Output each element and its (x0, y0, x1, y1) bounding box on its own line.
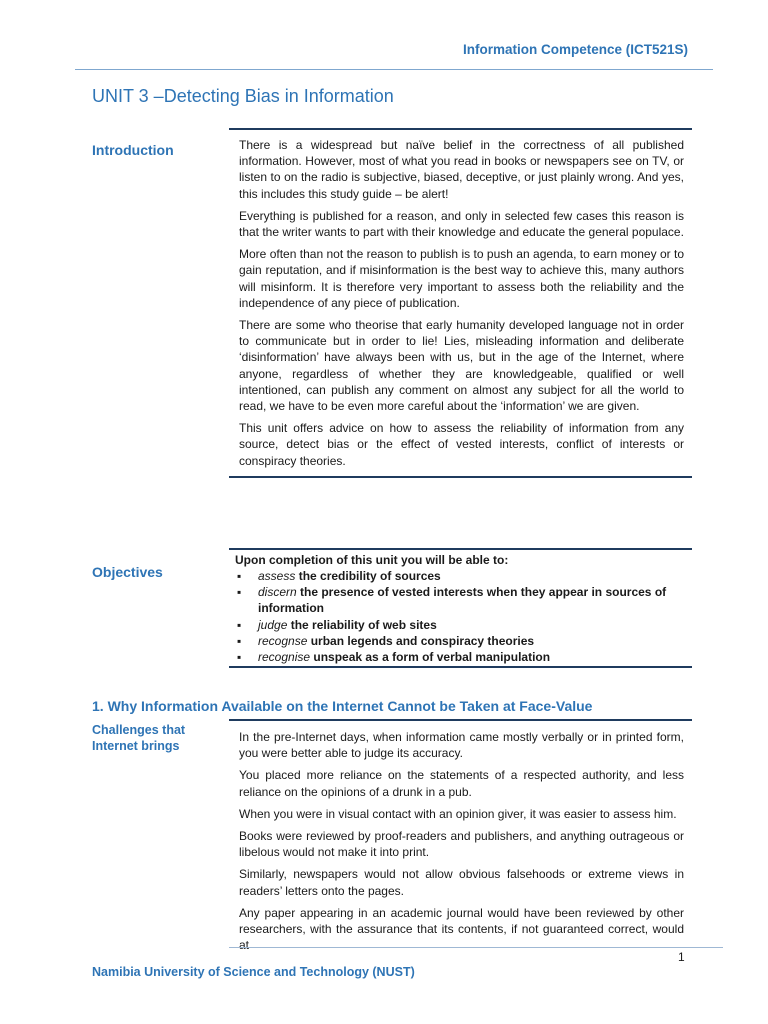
objective-text: the credibility of sources (295, 569, 441, 583)
unit-title: UNIT 3 –Detecting Bias in Information (92, 86, 394, 106)
objectives-label: Objectives (92, 564, 163, 580)
introduction-block (229, 128, 692, 478)
introduction-paragraph: Everything is published for a reason, and only in selected few cases this reason is that the writer wants to part with their knowledge and educate the general populace. (239, 208, 684, 240)
objective-verb: recognise (258, 650, 311, 665)
objective-verb: assess (258, 569, 296, 583)
objective-item (235, 633, 686, 649)
introduction-paragraph: There is a widespread but naïve belief in the correctness of all published information. However, most of what you read in books or newspapers see on TV, or listen to on the radio is subjective, biased, deceptive, or just plainly wrong. And yes, this includes this study guide – be alert! (239, 138, 684, 201)
objective-text: the presence of vested interests when they appear in sources of information (258, 585, 667, 616)
section-1-paragraph: Similarly, newspapers would not allow obvious falsehoods or extreme views in readers’ letters onto the pages. (239, 867, 684, 898)
header-rule (75, 69, 713, 70)
objective-verb: judge (258, 617, 288, 632)
section-1-paragraph: When you were in visual contact with an opinion giver, it was easier to assess him. (239, 806, 677, 821)
section-1-block (229, 719, 692, 953)
objective-item (235, 649, 686, 665)
objective-verb: discern (258, 585, 297, 600)
bullet-icon: ▪ (237, 617, 242, 632)
section-1-paragraph: Any paper appearing in an academic journal would have been reviewed by other researchers, with the assurance that its contents, if not guaranteed correct, would at (239, 905, 684, 953)
objective-text: unspeak as a form of verbal manipulation (310, 650, 551, 665)
section-1-paragraph: You placed more reliance on the statements of a respected authority, and less reliance on the opinions of a drunk in a pub. (239, 768, 684, 799)
objective-verb: recognse (258, 633, 308, 648)
objective-text: the reliability of web sites (287, 617, 437, 632)
section-1-paragraph: In the pre-Internet days, when information came mostly verbally or in printed form, you were better able to judge its accuracy. (239, 730, 684, 761)
footer-rule (229, 947, 723, 948)
introduction-paragraph: More often than not the reason to publish is to push an agenda, to earn money or to gain reputation, and if misinformation is the best way to achieve this, many authors will misinform. It is therefore very important to assess both the reliability and the independence of any piece of publication. (239, 247, 684, 310)
objectives-lead: Upon completion of this unit you will be able to: (235, 553, 509, 567)
section-1-label-line: Internet brings (92, 739, 180, 753)
page-header-title: Information Competence (ICT521S) (462, 42, 688, 57)
page-number: 1 (678, 950, 685, 964)
section-1-label (92, 722, 185, 754)
section-1-label-line: Challenges that (92, 723, 186, 737)
objective-item (235, 617, 686, 633)
footer-institution: Namibia University of Science and Technology (NUST) (92, 965, 415, 979)
introduction-label: Introduction (92, 142, 174, 158)
objectives-block (229, 548, 692, 668)
section-1-heading: 1. Why Information Available on the Internet Cannot be Taken at Face-Value (92, 698, 593, 714)
bullet-icon: ▪ (237, 633, 242, 648)
section-1-paragraph: Books were reviewed by proof-readers and publishers, and anything outrageous or libelous would not make it into print. (239, 829, 684, 860)
bullet-icon: ▪ (237, 569, 242, 583)
introduction-paragraph: There are some who theorise that early humanity developed language not in order to communicate but in order to lie! Lies, misleading information and deliberate ‘disinformation’ have always been with us, but in the age of the Internet, where anyone, regardless of whether they are knowledgeable, qualified or well intentioned, can publish any comment on almost any subject for all the world to read, we have to be even more careful about the ‘information’ we are given. (239, 318, 684, 414)
objective-text: urban legends and conspiracy theories (307, 633, 535, 648)
introduction-paragraph: This unit offers advice on how to assess the reliability of information from any source, detect bias or the effect of vested interests, conflict of interests or conspiracy theories. (239, 421, 684, 468)
bullet-icon: ▪ (237, 585, 242, 600)
objective-item (235, 568, 686, 584)
bullet-icon: ▪ (237, 650, 242, 665)
objectives-list (229, 568, 692, 665)
objective-item (235, 584, 686, 616)
